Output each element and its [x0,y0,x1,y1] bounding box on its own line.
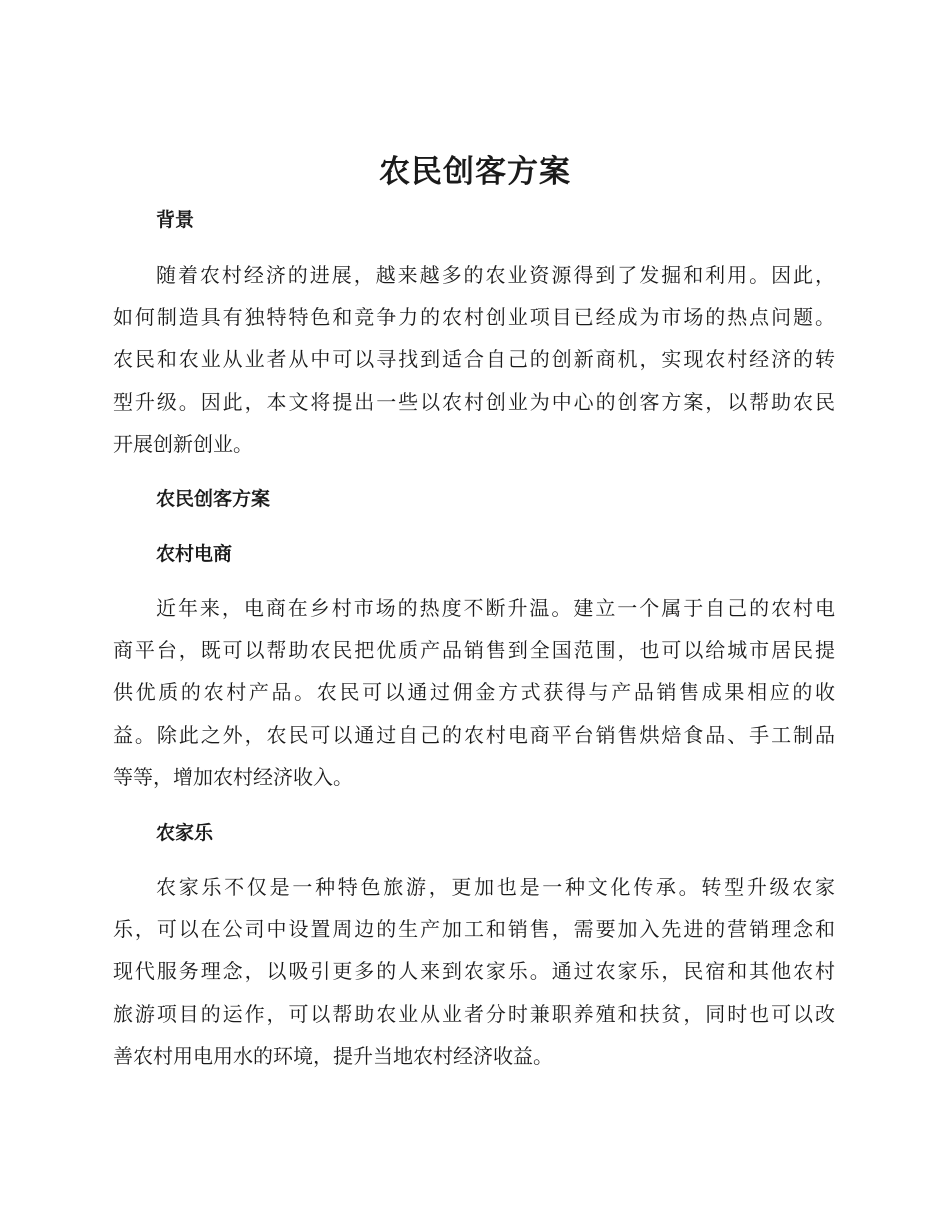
paragraph-line: 如何制造具有独特特色和竞争力的农村创业项目已经成为市场的热点问题。 [113,305,835,330]
paragraph-line: 近年来，电商在乡村市场的热度不断升温。建立一个属于自己的农村电 [156,596,835,620]
paragraph-line: 型升级。因此，本文将提出一些以农村创业为中心的创客方案，以帮助农民 [113,389,835,414]
paragraph-line: 农家乐不仅是一种特色旅游，更加也是一种文化传承。转型升级农家 [156,875,835,899]
paragraph-line: 供优质的农村产品。农民可以通过佣金方式获得与产品销售成果相应的收 [113,680,835,705]
paragraph-background [113,254,835,465]
document-title: 农民创客方案 [379,154,571,190]
paragraph-line: 等等，增加农村经济收入。 [113,764,353,789]
paragraph-line: 旅游项目的运作，可以帮助农业从业者分时兼职养殖和扶贫，同时也可以改 [113,1001,835,1026]
section-heading-background: 背景 [156,209,195,231]
paragraph-farm-stay [113,866,835,1077]
section-heading-farm-stay: 农家乐 [156,822,214,844]
paragraph-line: 开展创新创业。 [113,431,253,456]
paragraph-line: 乐，可以在公司中设置周边的生产加工和销售，需要加入先进的营销理念和 [113,917,835,942]
section-heading-rural-ecommerce: 农村电商 [156,543,233,565]
paragraph-line: 现代服务理念，以吸引更多的人来到农家乐。通过农家乐，民宿和其他农村 [113,959,835,984]
paragraph-line: 善农村用电用水的环境，提升当地农村经济收益。 [113,1043,553,1068]
section-heading-farmer-maker-plan: 农民创客方案 [156,488,271,510]
paragraph-line: 农民和农业从业者从中可以寻找到适合自己的创新商机，实现农村经济的转 [113,347,835,372]
paragraph-line: 商平台，既可以帮助农民把优质产品销售到全国范围，也可以给城市居民提 [113,638,835,663]
paragraph-rural-ecommerce [113,587,835,798]
paragraph-line: 随着农村经济的进展，越来越多的农业资源得到了发掘和利用。因此， [156,263,835,287]
paragraph-line: 益。除此之外，农民可以通过自己的农村电商平台销售烘焙食品、手工制品 [113,722,835,747]
